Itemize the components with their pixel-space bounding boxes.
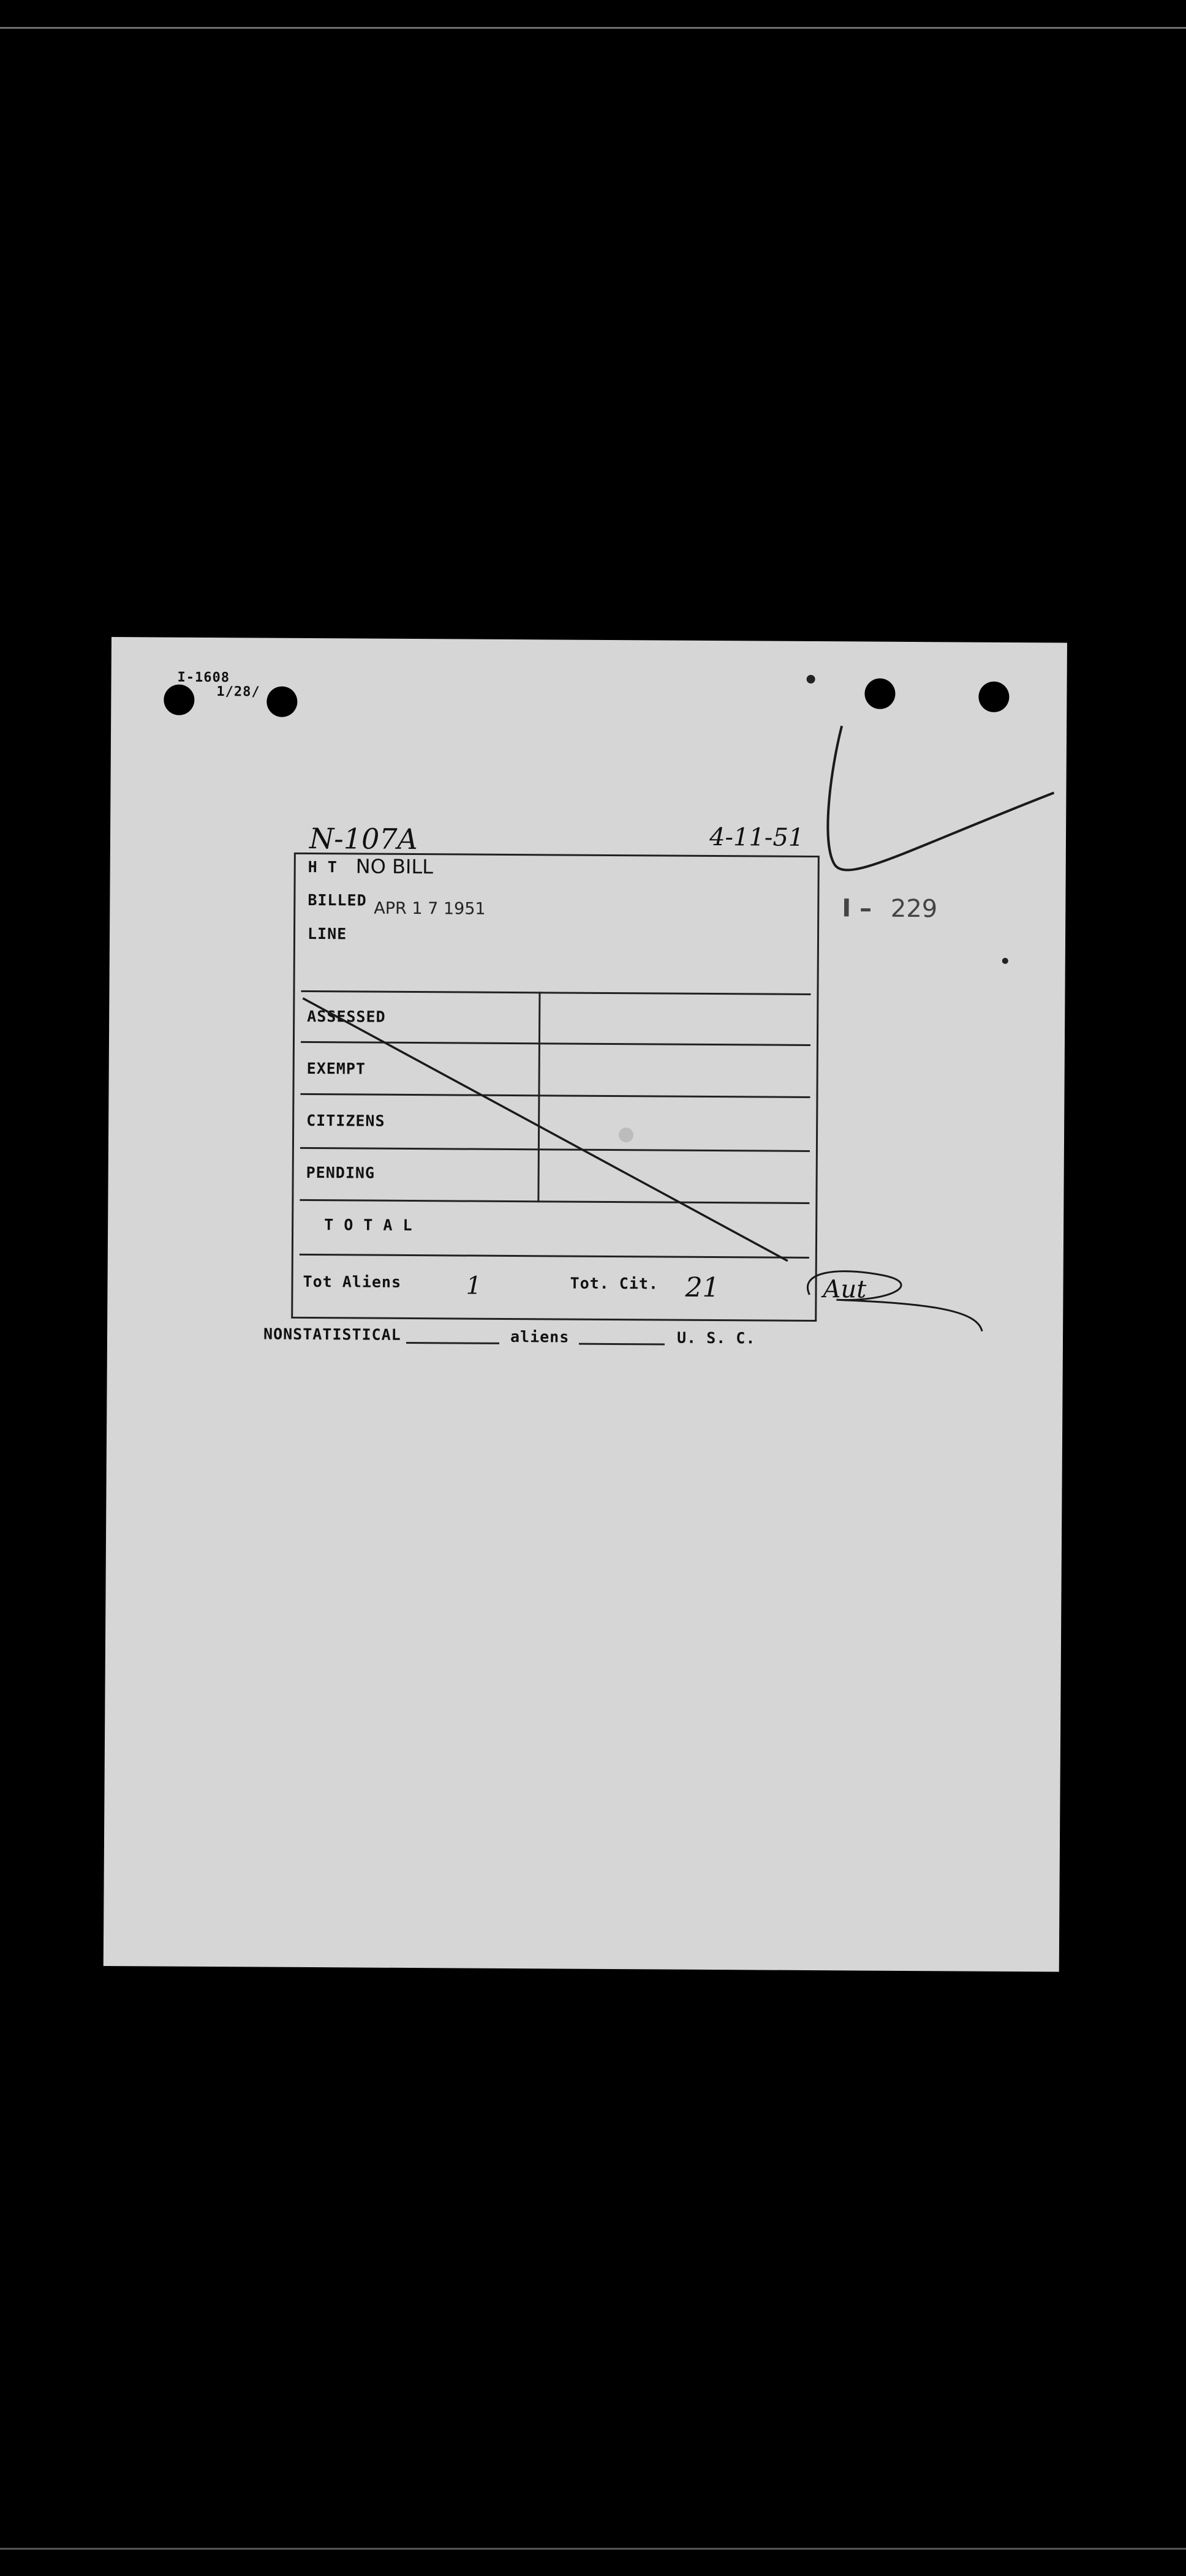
billed-label: BILLED bbox=[308, 891, 367, 910]
total-label: T O T A L bbox=[324, 1216, 413, 1235]
form-number: I-1608 bbox=[177, 669, 230, 686]
tot-aliens-value: 1 bbox=[466, 1271, 482, 1300]
aliens-label: aliens bbox=[510, 1327, 570, 1346]
row-label-citizens: CITIZENS bbox=[306, 1111, 385, 1130]
line-label: LINE bbox=[307, 924, 347, 943]
page-number: I – 229 bbox=[842, 894, 938, 924]
file-number: N-107A bbox=[309, 821, 418, 856]
strike-through-line bbox=[301, 998, 790, 1261]
pen-marks bbox=[104, 637, 1067, 1972]
usc-label: U. S. C. bbox=[676, 1328, 756, 1347]
tot-cit-label: Tot. Cit. bbox=[570, 1274, 659, 1293]
row-label-exempt: EXEMPT bbox=[306, 1059, 366, 1078]
stray-dot bbox=[1002, 958, 1008, 964]
handwritten-date: 4-11-51 bbox=[709, 823, 804, 852]
tot-cit-value: 21 bbox=[685, 1271, 720, 1304]
form-revision: 1/28/ bbox=[216, 684, 260, 700]
initials-circle-stroke bbox=[807, 1271, 983, 1331]
ht-value: NO BILL bbox=[355, 854, 434, 879]
page-number-value: 229 bbox=[890, 894, 938, 924]
stray-dot bbox=[619, 1128, 633, 1142]
reviewer-initials: Aut bbox=[823, 1275, 867, 1304]
nonstatistical-label: NONSTATISTICAL bbox=[263, 1325, 401, 1344]
tot-aliens-label: Tot Aliens bbox=[303, 1272, 402, 1291]
check-mark-stroke bbox=[828, 726, 1054, 871]
scan-border-top bbox=[0, 27, 1186, 29]
ht-label: H T bbox=[308, 857, 338, 876]
row-label-assessed: ASSESSED bbox=[307, 1007, 386, 1026]
billed-date-stamp: APR 1 7 1951 bbox=[374, 898, 486, 919]
row-label-pending: PENDING bbox=[306, 1163, 376, 1182]
scan-border-bottom bbox=[0, 2548, 1186, 2550]
stray-dot bbox=[807, 675, 815, 684]
document-page bbox=[104, 637, 1067, 1972]
